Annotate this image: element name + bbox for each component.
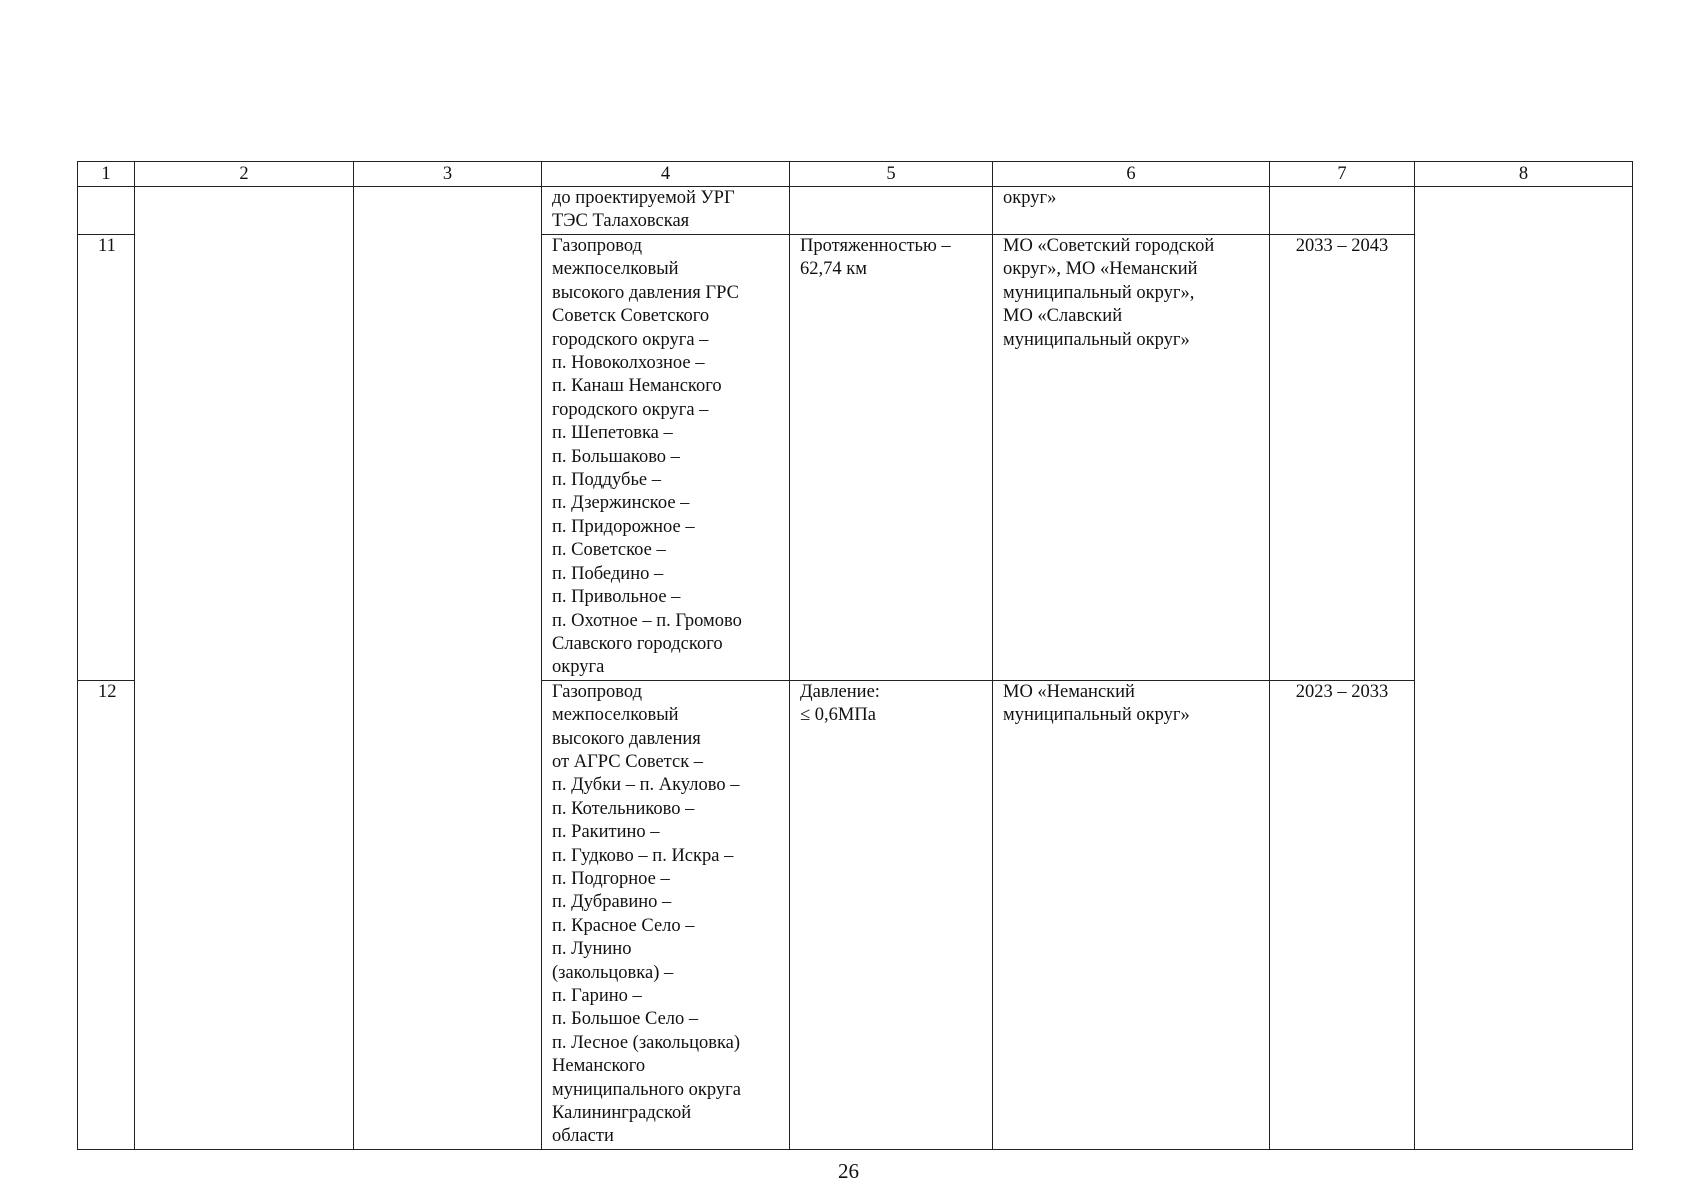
column-number: 4 bbox=[542, 162, 790, 187]
implementation-period bbox=[1270, 187, 1415, 235]
column-number: 7 bbox=[1270, 162, 1415, 187]
object-parameters: Давление: ≤ 0,6МПа bbox=[790, 680, 993, 1149]
object-parameters bbox=[790, 187, 993, 235]
row-number: 11 bbox=[78, 235, 135, 681]
implementation-period: 2033 – 2043 bbox=[1270, 235, 1415, 681]
column-2-cell bbox=[135, 187, 354, 1150]
infrastructure-table bbox=[77, 161, 1633, 1150]
implementation-period: 2023 – 2033 bbox=[1270, 680, 1415, 1149]
page-number: 26 bbox=[838, 1159, 859, 1183]
column-number: 2 bbox=[135, 162, 354, 187]
column-number: 8 bbox=[1415, 162, 1633, 187]
column-8-cell bbox=[1415, 187, 1633, 1150]
column-number-row bbox=[78, 162, 1633, 187]
column-number: 6 bbox=[993, 162, 1270, 187]
object-parameters: Протяженностью – 62,74 км bbox=[790, 235, 993, 681]
object-description: Газопровод межпоселковый высокого давления ГРС Советск Советского городского округа – п. Новоколхозное – п. Канаш Неманского городского округа – п. Шепетовка – п. Большаково – п. Поддубье – п. Дзержинское – п. Придорожное – п. Советское – п. Победино – п. Привольное – п. Охотное – п. Громово Славского городского округа bbox=[542, 235, 790, 681]
object-description: Газопровод межпоселковый высокого давления от АГРС Советск – п. Дубки – п. Акулово – п. Котельниково – п. Ракитино – п. Гудково – п. Искра – п. Подгорное – п. Дубравино – п. Красное Село – п. Лунино (закольцовка) – п. Гарино – п. Большое Село – п. Лесное (закольцовка) Неманского муниципального округа Калининградской области bbox=[542, 680, 790, 1149]
column-3-cell bbox=[354, 187, 542, 1150]
object-location: МО «Советский городской округ», МО «Неманский муниципальный округ», МО «Славский муниципальный округ» bbox=[993, 235, 1270, 681]
column-number: 1 bbox=[78, 162, 135, 187]
table-row bbox=[78, 187, 1633, 235]
column-number: 3 bbox=[354, 162, 542, 187]
column-number: 5 bbox=[790, 162, 993, 187]
row-number bbox=[78, 187, 135, 235]
object-location: МО «Неманский муниципальный округ» bbox=[993, 680, 1270, 1149]
object-description: до проектируемой УРГ ТЭС Талаховская bbox=[542, 187, 790, 235]
object-location: округ» bbox=[993, 187, 1270, 235]
row-number: 12 bbox=[78, 680, 135, 1149]
